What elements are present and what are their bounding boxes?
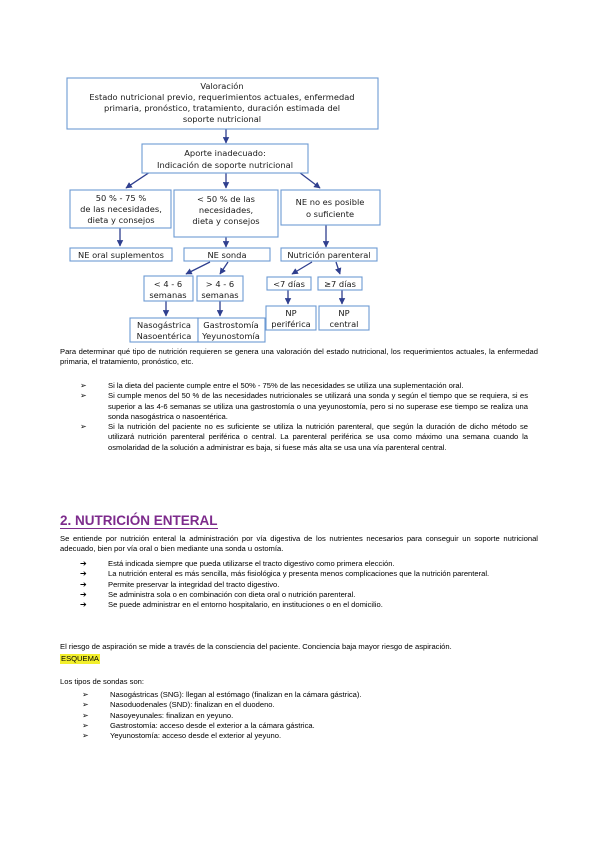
point-text: Está indicada siempre que pueda utilizarse el tracto digestivo como primera elección. bbox=[108, 559, 395, 568]
arrow-right-icon: ➔ bbox=[80, 559, 87, 568]
node-naso-line-2: Nasoentérica bbox=[136, 331, 192, 341]
node-np-central bbox=[319, 306, 369, 330]
node-mas-4-6-line-2: semanas bbox=[201, 290, 239, 300]
tube-type-text: Nasoyeyunales: finalizan en yeyuno. bbox=[110, 710, 234, 720]
list-item bbox=[82, 731, 482, 741]
list-item bbox=[82, 711, 482, 721]
list-item bbox=[80, 569, 528, 579]
point-text: Permite preservar la integridad del tracto digestivo. bbox=[108, 579, 280, 589]
arrow-right-icon: ➔ bbox=[80, 589, 87, 599]
bullet-arrow-icon: ➢ bbox=[82, 720, 89, 730]
list-item bbox=[80, 590, 528, 600]
bullet-arrow-icon: ➢ bbox=[82, 710, 89, 720]
bullet-arrow-icon: ➢ bbox=[80, 422, 87, 432]
arrow-right-icon: ➔ bbox=[80, 600, 87, 610]
tube-type-text: Gastrostomía: acceso desde el exterior a la cámara gástrica. bbox=[110, 720, 315, 730]
node-nasogastrica bbox=[130, 318, 198, 342]
bullet-arrow-icon: ➢ bbox=[80, 391, 87, 401]
node-menos-50-line-2: necesidades, bbox=[198, 205, 254, 215]
node-menos-7-dias bbox=[267, 277, 311, 290]
tube-types-intro: Los tipos de sondas son: bbox=[60, 677, 145, 686]
point-text: Se administra sola o en combinación con dieta oral o nutrición parenteral. bbox=[108, 589, 356, 599]
section-title: 2. NUTRICIÓN ENTERAL bbox=[60, 513, 218, 528]
node-50-75-line-3: dieta y consejos bbox=[87, 215, 155, 225]
node-valoracion-line-4: soporte nutricional bbox=[182, 114, 262, 124]
intro-paragraph: Para determinar qué tipo de nutrición requieren se genera una valoración del estado nutricional, los requerimientos actuales, la enfermedad primaria, el tratamiento, pronóstico, etc. bbox=[60, 347, 538, 367]
list-item bbox=[80, 580, 528, 590]
node-aporte-inadecuado bbox=[142, 144, 308, 173]
node-nutricion-parenteral bbox=[281, 248, 377, 261]
arrow-right-icon: ➔ bbox=[80, 569, 87, 579]
node-50-75-line-2: de las necesidades, bbox=[80, 204, 162, 214]
node-mas-7-dias bbox=[318, 277, 362, 290]
criteria-text: Si la dieta del paciente cumple entre el 50% - 75% de las necesidades se utiliza una suplementación oral. bbox=[108, 381, 464, 390]
node-ostomia-line-2: Yeyunostomía bbox=[202, 331, 260, 341]
arrow-right-icon: ➔ bbox=[80, 579, 87, 589]
aspiration-paragraph: El riesgo de aspiración se mide a través de la consciencia del paciente. Conciencia baja mayor riesgo de aspiración. bbox=[60, 642, 452, 651]
node-menos-50-line-1: < 50 % de las bbox=[196, 194, 256, 204]
node-valoracion-line-3: primaria, pronóstico, tratamiento, duración estimada del bbox=[103, 103, 341, 113]
node-np-central-line-1: NP bbox=[338, 308, 350, 318]
node-mas-4-6-line-1: > 4 - 6 bbox=[205, 279, 235, 289]
list-item bbox=[82, 721, 482, 731]
node-valoracion-line-2: Estado nutricional previo, requerimientos actuales, enfermedad bbox=[89, 92, 355, 102]
list-item bbox=[82, 690, 482, 700]
node-mas-4-6-semanas bbox=[197, 276, 243, 301]
esquema-highlight: ESQUEMA bbox=[61, 654, 99, 663]
tube-type-text: Yeyunostomía: acceso desde el exterior al yeyuno. bbox=[110, 731, 282, 741]
node-ne-no-posible bbox=[281, 190, 380, 225]
node-naso-line-1: Nasogástrica bbox=[137, 320, 191, 330]
node-ne-no-posible-line-2: o suficiente bbox=[305, 209, 355, 219]
node-np-periferica-line-1: NP bbox=[285, 308, 297, 318]
enteral-points-list bbox=[80, 559, 528, 610]
node-ne-no-posible-line-1: NE no es posible bbox=[295, 197, 365, 207]
node-gastrostomia bbox=[198, 318, 265, 342]
nutrition-decision-flowchart bbox=[0, 0, 600, 345]
node-50-75 bbox=[70, 190, 171, 228]
bullet-arrow-icon: ➢ bbox=[82, 690, 89, 699]
node-menos-4-6-line-2: semanas bbox=[149, 290, 187, 300]
bullet-arrow-icon: ➢ bbox=[80, 381, 87, 390]
definition-paragraph: Se entiende por nutrición enteral la administración por vía digestiva de los nutrientes necesarios para conseguir un soporte nutricional adecuado, bien por vía oral o bien mediante una sonda u ostomía. bbox=[60, 534, 538, 554]
node-ostomia-line-1: Gastrostomía bbox=[203, 320, 259, 330]
node-menos-4-6-line-1: < 4 - 6 bbox=[153, 279, 183, 289]
node-mas-7-label: ≥7 días bbox=[324, 279, 356, 289]
node-ne-oral-label: NE oral suplementos bbox=[78, 250, 164, 260]
node-np-periferica-line-2: periférica bbox=[271, 319, 311, 329]
tube-type-text: Nasoduodenales (SND): finalizan en el duodeno. bbox=[110, 700, 275, 710]
node-np-periferica bbox=[266, 306, 316, 330]
node-nutricion-parenteral-label: Nutrición parenteral bbox=[287, 250, 371, 260]
node-ne-sonda bbox=[184, 248, 270, 261]
bullet-arrow-icon: ➢ bbox=[82, 700, 89, 710]
node-menos-50-line-3: dieta y consejos bbox=[192, 216, 260, 226]
list-item bbox=[80, 391, 528, 422]
list-item bbox=[80, 381, 528, 391]
node-menos-7-label: <7 días bbox=[273, 279, 305, 289]
point-text: Se puede administrar en el entorno hospitalario, en instituciones o en el domicilio. bbox=[108, 600, 383, 610]
node-menos-50 bbox=[174, 190, 278, 237]
bullet-arrow-icon: ➢ bbox=[82, 731, 89, 741]
node-valoracion-line-1: Valoración bbox=[200, 81, 244, 91]
criteria-text: Si la nutrición del paciente no es suficiente se utiliza la nutrición parenteral, que según la duración de dicho método se utilizará nutrición parenteral periférica o central. La parenteral periférica se usa como máximo una semana cuando la osmolaridad de la solución a administrar es baja, si fuese más alta se usa una vía parenteral central. bbox=[108, 422, 528, 452]
list-item bbox=[82, 700, 482, 710]
tube-type-text: Nasogástricas (SNG): llegan al estómago (finalizan en la cámara gástrica). bbox=[110, 690, 362, 699]
node-valoracion bbox=[67, 78, 378, 129]
list-item bbox=[80, 559, 528, 569]
node-ne-oral bbox=[70, 248, 172, 261]
list-item bbox=[80, 422, 528, 453]
node-menos-4-6-semanas bbox=[144, 276, 193, 301]
node-aporte-line-2: Indicación de soporte nutricional bbox=[157, 160, 293, 170]
tube-types-list bbox=[82, 690, 482, 741]
point-text: La nutrición enteral es más sencilla, más fisiológica y presenta menos complicaciones que la nutrición parenteral. bbox=[108, 569, 490, 579]
criteria-text: Si cumple menos del 50 % de las necesidades nutricionales se utilizará una sonda y según el tiempo que se requiera, si es superior a las 4-6 semanas se utiliza una gastrostomía o una yeyunostomía, pero si no superase ese tiempo se realiza una sonda nasogástrica o nasoentérica. bbox=[108, 391, 528, 421]
list-item bbox=[80, 600, 528, 610]
node-aporte-line-1: Aporte inadecuado: bbox=[184, 148, 266, 158]
node-ne-sonda-label: NE sonda bbox=[207, 250, 247, 260]
node-np-central-line-2: central bbox=[329, 319, 359, 329]
node-50-75-line-1: 50 % - 75 % bbox=[95, 193, 147, 203]
criteria-list bbox=[80, 381, 528, 453]
